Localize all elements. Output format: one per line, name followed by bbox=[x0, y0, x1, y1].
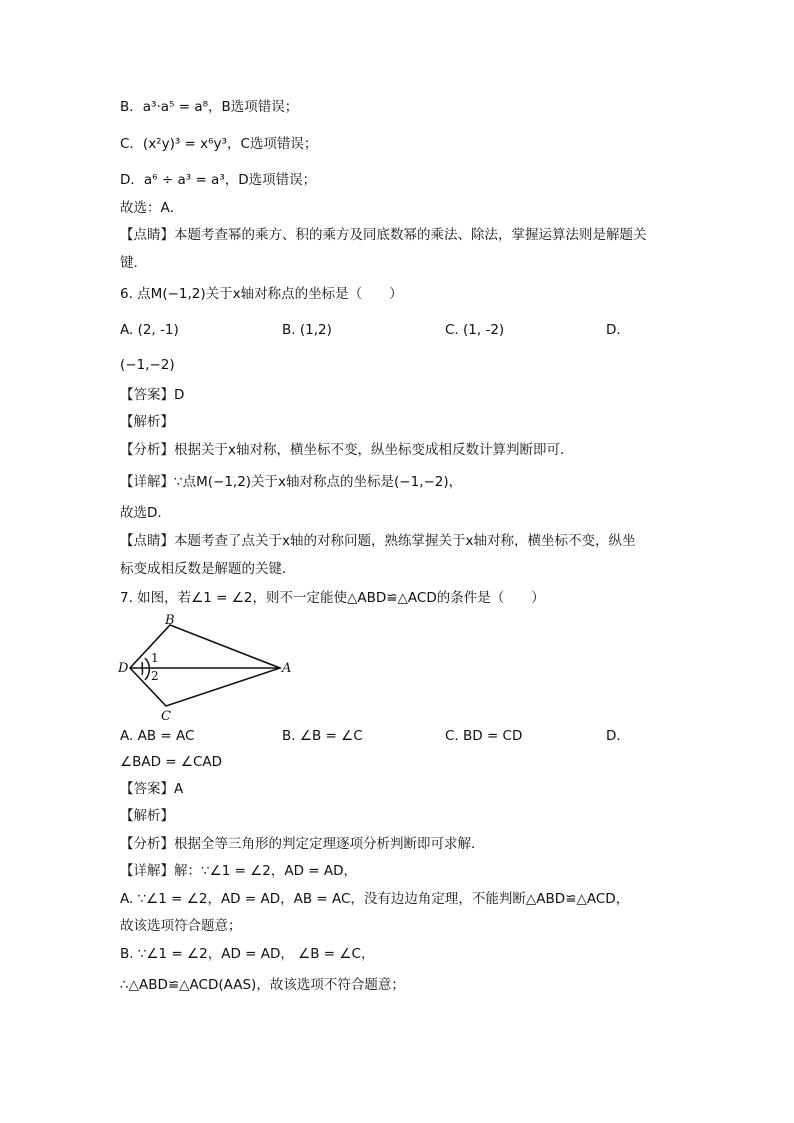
q7-xiangjie: 【详解】解：∵∠1 = ∠2，AD = AD， bbox=[120, 863, 358, 879]
angle-arc-outer bbox=[145, 658, 149, 680]
label-a: A bbox=[282, 661, 292, 676]
q6-option-a: A. (2, -1) bbox=[120, 322, 179, 338]
q7-b-explain-2: ∴△ABD≌△ACD(AAS)，故该选项不符合题意； bbox=[120, 977, 405, 993]
q7-jiexi: 【解析】 bbox=[120, 808, 174, 824]
q7-option-a: A. AB = AC bbox=[120, 728, 195, 744]
label-c: C bbox=[161, 709, 171, 722]
q7-option-d: D. bbox=[606, 728, 621, 744]
q7-option-c: C. BD = CD bbox=[445, 728, 523, 744]
c-option-line: C．(x²y)³ = x⁶y³，C选项错误； bbox=[120, 136, 318, 152]
label-b: B bbox=[165, 613, 175, 628]
q6-answer: 【答案】D bbox=[120, 387, 185, 403]
label-angle-1: 1 bbox=[151, 651, 159, 665]
q7-option-b: B. ∠B = ∠C bbox=[282, 728, 363, 744]
q5-comment-line-1: 【点睛】本题考查幂的乘方、积的乘方及同底数幂的乘法、除法，掌握运算法则是解题关 bbox=[120, 227, 647, 243]
q6-jiexi: 【解析】 bbox=[120, 414, 174, 430]
q6-fenxi: 【分析】根据关于x轴对称，横坐标不变，纵坐标变成相反数计算判断即可． bbox=[120, 442, 574, 458]
angle-2-arc bbox=[142, 668, 143, 675]
q7-a-explain-2: 故该选项符合题意； bbox=[120, 918, 242, 934]
q6-option-c: C. (1, -2) bbox=[445, 322, 505, 338]
q7-stem: 7. 如图，若∠1 = ∠2，则不一定能使△ABD≌△ACD的条件是（ ） bbox=[120, 590, 545, 606]
q7-b-explain-1: B. ∵∠1 = ∠2，AD = AD， ∠B = ∠C， bbox=[120, 946, 375, 962]
q5-comment-line-2: 键． bbox=[120, 255, 147, 271]
q6-option-d: D. bbox=[606, 322, 621, 338]
q6-comment-line-2: 标变成相反数是解题的关键． bbox=[120, 561, 296, 577]
q7-answer: 【答案】A bbox=[120, 781, 184, 797]
q7-kite-figure bbox=[112, 610, 302, 722]
q5-choose-line: 故选：A． bbox=[120, 200, 184, 216]
q7-fenxi: 【分析】根据全等三角形的判定定理逐项分析判断即可求解． bbox=[120, 836, 485, 852]
d-option-line: D．a⁶ ÷ a³ = a³，D选项错误； bbox=[120, 172, 317, 188]
b-option-line: B．a³·a⁵ = a⁸，B选项错误； bbox=[120, 99, 299, 115]
kite-outline bbox=[130, 625, 280, 706]
q7-a-explain-1: A. ∵∠1 = ∠2，AD = AD，AB = AC，没有边边角定理，不能判断△ABD≌△ACD， bbox=[120, 891, 630, 907]
q6-stem: 6. 点M(−1,2)关于x轴对称点的坐标是（ ） bbox=[120, 286, 403, 302]
q6-choose: 故选D． bbox=[120, 505, 171, 521]
q6-comment-line-1: 【点睛】本题考查了点关于x轴的对称问题，熟练掌握关于x轴对称，横坐标不变，纵坐 bbox=[120, 533, 636, 549]
q6-xiangjie: 【详解】∵点M(−1,2)关于x轴对称点的坐标是(−1,−2)， bbox=[120, 474, 463, 490]
q6-option-d-value: (−1,−2) bbox=[120, 357, 175, 373]
q7-option-d-value: ∠BAD = ∠CAD bbox=[120, 754, 223, 770]
q6-option-b: B. (1,2) bbox=[282, 322, 332, 338]
label-angle-2: 2 bbox=[151, 669, 159, 683]
label-d: D bbox=[118, 661, 129, 676]
